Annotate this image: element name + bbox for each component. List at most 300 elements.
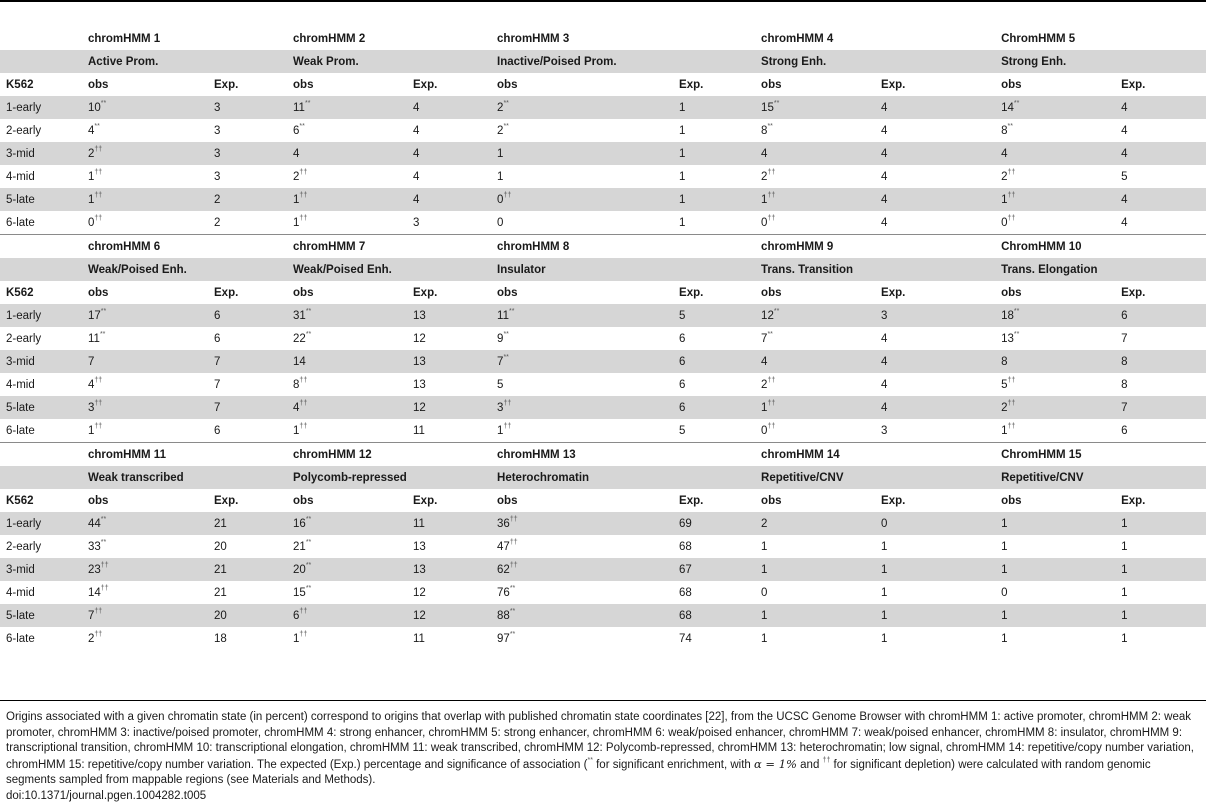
value: 13	[413, 541, 426, 553]
value: 74	[679, 633, 692, 645]
value: 1	[881, 541, 887, 553]
exp-value	[673, 350, 755, 373]
table-row	[0, 373, 1206, 396]
value: 0	[881, 518, 887, 530]
value: 36	[497, 518, 510, 530]
value: 4	[88, 379, 94, 391]
value: 1	[679, 148, 685, 160]
row-label: 5-late	[0, 188, 82, 211]
exp-value	[407, 211, 491, 235]
exp-value	[1115, 535, 1206, 558]
value: 1	[1001, 610, 1007, 622]
obs-value	[287, 304, 407, 327]
exp-value	[673, 165, 755, 188]
exp-value	[875, 188, 995, 211]
significance-marker: ††	[101, 562, 109, 569]
obs-value	[82, 512, 208, 535]
value: 1	[1121, 587, 1127, 599]
value: 8	[761, 125, 767, 137]
value: 20	[293, 564, 306, 576]
value: 68	[679, 610, 692, 622]
obs-value	[995, 211, 1115, 235]
significance-marker: **	[503, 331, 508, 338]
value: 1	[497, 425, 503, 437]
obs-value	[995, 627, 1115, 650]
obs-value	[287, 119, 407, 142]
value: 7	[214, 402, 220, 414]
exp-value	[875, 558, 995, 581]
value: 1	[679, 217, 685, 229]
value: 4	[761, 356, 767, 368]
value: 20	[214, 541, 227, 553]
row-label: 4-mid	[0, 165, 82, 188]
state-header-row	[0, 443, 1206, 467]
value: 4	[881, 125, 887, 137]
exp-value	[875, 581, 995, 604]
obs-value	[755, 119, 875, 142]
value: 97	[497, 633, 510, 645]
exp-value	[407, 558, 491, 581]
obs-header: obs	[287, 281, 407, 304]
value: 33	[88, 541, 101, 553]
state-description-row	[0, 466, 1206, 489]
state-label: chromHMM 11	[82, 443, 287, 467]
significance-marker: **	[509, 308, 514, 315]
exp-value	[673, 604, 755, 627]
value: 0	[88, 217, 94, 229]
value: 1	[761, 402, 767, 414]
exp-value	[208, 211, 287, 235]
table-row	[0, 512, 1206, 535]
obs-value	[287, 327, 407, 350]
exp-value	[208, 627, 287, 650]
obs-value	[995, 419, 1115, 443]
exp-value	[208, 304, 287, 327]
value: 11	[88, 333, 100, 345]
exp-header: Exp.	[1115, 73, 1206, 96]
state-label: chromHMM 2	[287, 27, 491, 50]
obs-value	[755, 373, 875, 396]
value: 1	[1001, 518, 1007, 530]
exp-value	[407, 304, 491, 327]
value: 67	[679, 564, 692, 576]
value: 12	[413, 333, 426, 345]
exp-value	[1115, 304, 1206, 327]
significance-marker: **	[306, 562, 311, 569]
exp-value	[407, 165, 491, 188]
significance-marker: **	[306, 516, 311, 523]
value: 12	[413, 402, 426, 414]
obs-value	[82, 304, 208, 327]
table-body	[0, 27, 1206, 650]
value: 4	[761, 148, 767, 160]
value: 18	[214, 633, 227, 645]
value: 2	[761, 518, 767, 530]
value: 1	[761, 610, 767, 622]
caption-part3: and	[797, 759, 823, 771]
value: 2	[214, 217, 220, 229]
exp-value	[407, 188, 491, 211]
significance-marker: **	[1014, 100, 1019, 107]
exp-value	[208, 558, 287, 581]
value: 1	[679, 171, 685, 183]
exp-value	[875, 419, 995, 443]
significance-marker: ††	[94, 215, 102, 222]
exp-value	[673, 373, 755, 396]
state-label: chromHMM 14	[755, 443, 995, 467]
value: 11	[413, 633, 425, 645]
value: 3	[214, 102, 220, 114]
value: 21	[293, 541, 306, 553]
significance-marker: ††	[94, 192, 102, 199]
value: 11	[413, 425, 425, 437]
value: 6	[1121, 310, 1127, 322]
exp-value	[407, 327, 491, 350]
exp-value	[1115, 119, 1206, 142]
exp-value	[1115, 142, 1206, 165]
obs-value	[491, 396, 673, 419]
exp-value	[875, 512, 995, 535]
cell-line-label: K562	[0, 73, 82, 96]
obs-value	[287, 350, 407, 373]
value: 6	[214, 425, 220, 437]
significance-marker: ††	[94, 631, 102, 638]
obs-value	[82, 396, 208, 419]
significance-marker: **	[101, 539, 106, 546]
exp-value	[208, 604, 287, 627]
value: 0	[761, 217, 767, 229]
value: 1	[1001, 564, 1007, 576]
exp-value	[673, 558, 755, 581]
state-description: Repetitive/CNV	[995, 466, 1206, 489]
exp-value	[1115, 419, 1206, 443]
value: 1	[88, 425, 94, 437]
bottom-rule	[0, 700, 1206, 701]
exp-value	[1115, 211, 1206, 235]
obs-value	[995, 350, 1115, 373]
significance-marker: **	[767, 331, 772, 338]
cell-line-label: K562	[0, 281, 82, 304]
obs-header: obs	[82, 281, 208, 304]
significance-marker: ††	[94, 423, 102, 430]
value: 4	[881, 217, 887, 229]
obs-value	[755, 512, 875, 535]
value: 0	[761, 587, 767, 599]
state-label: chromHMM 8	[491, 235, 755, 259]
value: 3	[214, 125, 220, 137]
state-description: Strong Enh.	[995, 50, 1206, 73]
value: 18	[1001, 310, 1014, 322]
significance-marker: **	[510, 585, 515, 592]
obs-value	[82, 211, 208, 235]
exp-value	[673, 627, 755, 650]
value: 5	[1121, 171, 1127, 183]
state-label: chromHMM 13	[491, 443, 755, 467]
significance-marker: ††	[503, 400, 511, 407]
exp-value	[208, 119, 287, 142]
column-header-row	[0, 489, 1206, 512]
obs-value	[755, 558, 875, 581]
exp-value	[875, 119, 995, 142]
value: 2	[88, 633, 94, 645]
value: 8	[293, 379, 299, 391]
significance-marker: **	[510, 631, 515, 638]
caption-part2: for significant enrichment, with	[593, 759, 754, 771]
significance-marker: ††	[767, 169, 775, 176]
row-label: 3-mid	[0, 558, 82, 581]
value: 3	[214, 148, 220, 160]
row-label: 6-late	[0, 211, 82, 235]
value: 4	[413, 125, 419, 137]
obs-value	[995, 96, 1115, 119]
exp-value	[1115, 165, 1206, 188]
value: 8	[1121, 356, 1127, 368]
value: 44	[88, 518, 101, 530]
value: 1	[679, 125, 685, 137]
significance-marker: **	[1014, 331, 1019, 338]
exp-value	[208, 535, 287, 558]
obs-header: obs	[995, 489, 1115, 512]
obs-value	[82, 581, 208, 604]
obs-header: obs	[755, 281, 875, 304]
table-row	[0, 142, 1206, 165]
state-description: Trans. Transition	[755, 258, 995, 281]
exp-value	[673, 581, 755, 604]
row-label: 4-mid	[0, 373, 82, 396]
table-row	[0, 304, 1206, 327]
value: 4	[88, 125, 94, 137]
value: 13	[413, 356, 426, 368]
value: 15	[761, 102, 774, 114]
exp-value	[673, 512, 755, 535]
value: 1	[1001, 194, 1007, 206]
obs-value	[995, 581, 1115, 604]
obs-value	[755, 581, 875, 604]
value: 6	[293, 610, 299, 622]
value: 1	[761, 194, 767, 206]
value: 4	[413, 194, 419, 206]
obs-value	[287, 604, 407, 627]
significance-marker: ††	[767, 192, 775, 199]
exp-value	[407, 96, 491, 119]
significance-marker: **	[305, 100, 310, 107]
value: 23	[88, 564, 101, 576]
exp-value	[673, 142, 755, 165]
obs-value	[82, 119, 208, 142]
value: 1	[881, 633, 887, 645]
value: 1	[293, 194, 299, 206]
value: 13	[413, 379, 426, 391]
state-description: Strong Enh.	[755, 50, 995, 73]
obs-value	[287, 165, 407, 188]
significance-marker: **	[100, 331, 105, 338]
row-label: 6-late	[0, 419, 82, 443]
state-label: chromHMM 4	[755, 27, 995, 50]
value: 3	[88, 402, 94, 414]
state-description: Weak/Poised Enh.	[82, 258, 287, 281]
empty-cell	[0, 27, 82, 50]
state-label: chromHMM 9	[755, 235, 995, 259]
significance-marker: **	[767, 123, 772, 130]
exp-value	[208, 396, 287, 419]
obs-value	[491, 119, 673, 142]
significance-marker: **	[510, 608, 515, 615]
value: 7	[214, 379, 220, 391]
obs-value	[491, 304, 673, 327]
value: 5	[679, 310, 685, 322]
state-description: Weak Prom.	[287, 50, 491, 73]
table-row	[0, 96, 1206, 119]
significance-marker: **	[774, 100, 779, 107]
value: 2	[88, 148, 94, 160]
obs-value	[491, 604, 673, 627]
significance-marker: ††	[299, 400, 307, 407]
obs-value	[287, 396, 407, 419]
exp-value	[407, 119, 491, 142]
value: 3	[497, 402, 503, 414]
exp-value	[208, 96, 287, 119]
exp-value	[875, 304, 995, 327]
obs-value	[491, 188, 673, 211]
significance-marker: ††	[299, 423, 307, 430]
obs-value	[82, 373, 208, 396]
obs-value	[82, 188, 208, 211]
value: 2	[761, 379, 767, 391]
significance-marker: **	[774, 308, 779, 315]
value: 11	[497, 310, 509, 322]
value: 4	[881, 194, 887, 206]
significance-marker: **	[1014, 308, 1019, 315]
exp-value	[673, 188, 755, 211]
obs-value	[491, 419, 673, 443]
state-description: Weak/Poised Enh.	[287, 258, 491, 281]
value: 6	[679, 402, 685, 414]
exp-value	[875, 96, 995, 119]
significance-marker: ††	[94, 146, 102, 153]
obs-value	[995, 165, 1115, 188]
value: 7	[761, 333, 767, 345]
obs-header: obs	[491, 281, 673, 304]
significance-marker: **	[503, 100, 508, 107]
obs-header: obs	[287, 489, 407, 512]
obs-value	[82, 604, 208, 627]
obs-value	[287, 373, 407, 396]
value: 1	[88, 171, 94, 183]
exp-value	[407, 142, 491, 165]
value: 2	[1001, 402, 1007, 414]
value: 5	[497, 379, 503, 391]
value: 7	[1121, 402, 1127, 414]
exp-value	[1115, 188, 1206, 211]
significance-marker: **	[306, 539, 311, 546]
value: 68	[679, 587, 692, 599]
table-row	[0, 627, 1206, 650]
value: 4	[881, 333, 887, 345]
obs-value	[82, 627, 208, 650]
obs-value	[755, 327, 875, 350]
obs-value	[287, 581, 407, 604]
obs-value	[995, 142, 1115, 165]
exp-header: Exp.	[407, 73, 491, 96]
value: 4	[293, 148, 299, 160]
obs-value	[995, 535, 1115, 558]
value: 1	[497, 148, 503, 160]
exp-value	[407, 535, 491, 558]
exp-header: Exp.	[208, 281, 287, 304]
exp-header: Exp.	[673, 489, 755, 512]
state-label: ChromHMM 5	[995, 27, 1206, 50]
exp-value	[875, 327, 995, 350]
exp-value	[208, 419, 287, 443]
obs-value	[491, 512, 673, 535]
table-row	[0, 581, 1206, 604]
exp-header: Exp.	[673, 281, 755, 304]
state-description: Trans. Elongation	[995, 258, 1206, 281]
state-description: Heterochromatin	[491, 466, 755, 489]
state-description: Polycomb-repressed	[287, 466, 491, 489]
obs-value	[82, 419, 208, 443]
obs-value	[82, 96, 208, 119]
significance-marker: ††	[299, 215, 307, 222]
exp-value	[1115, 581, 1206, 604]
obs-value	[491, 327, 673, 350]
exp-value	[875, 350, 995, 373]
obs-value	[287, 627, 407, 650]
exp-header: Exp.	[1115, 489, 1206, 512]
significance-marker: ††	[94, 169, 102, 176]
obs-value	[995, 512, 1115, 535]
value: 4	[413, 148, 419, 160]
obs-value	[491, 535, 673, 558]
value: 4	[1121, 148, 1127, 160]
table-row	[0, 558, 1206, 581]
significance-marker: **	[306, 585, 311, 592]
obs-value	[287, 142, 407, 165]
exp-value	[1115, 96, 1206, 119]
obs-header: obs	[755, 489, 875, 512]
value: 1	[1001, 425, 1007, 437]
value: 31	[293, 310, 306, 322]
exp-value	[673, 304, 755, 327]
obs-value	[755, 165, 875, 188]
caption-enrich-marker: **	[587, 757, 592, 764]
value: 2	[761, 171, 767, 183]
significance-marker: ††	[299, 192, 307, 199]
exp-value	[1115, 327, 1206, 350]
exp-value	[208, 188, 287, 211]
table-row	[0, 165, 1206, 188]
state-label: chromHMM 7	[287, 235, 491, 259]
value: 68	[679, 541, 692, 553]
significance-marker: ††	[1007, 192, 1015, 199]
table-row	[0, 211, 1206, 235]
value: 20	[214, 610, 227, 622]
value: 1	[1001, 633, 1007, 645]
value: 13	[413, 564, 426, 576]
doi: doi:10.1371/journal.pgen.1004282.t005	[6, 789, 1202, 804]
significance-marker: ††	[1007, 377, 1015, 384]
exp-value	[407, 604, 491, 627]
exp-value	[673, 327, 755, 350]
value: 4	[413, 171, 419, 183]
obs-value	[755, 350, 875, 373]
significance-marker: ††	[101, 585, 109, 592]
obs-value	[755, 396, 875, 419]
state-description: Inactive/Poised Prom.	[491, 50, 755, 73]
table-row	[0, 419, 1206, 443]
top-rule	[0, 0, 1206, 2]
obs-value	[755, 211, 875, 235]
